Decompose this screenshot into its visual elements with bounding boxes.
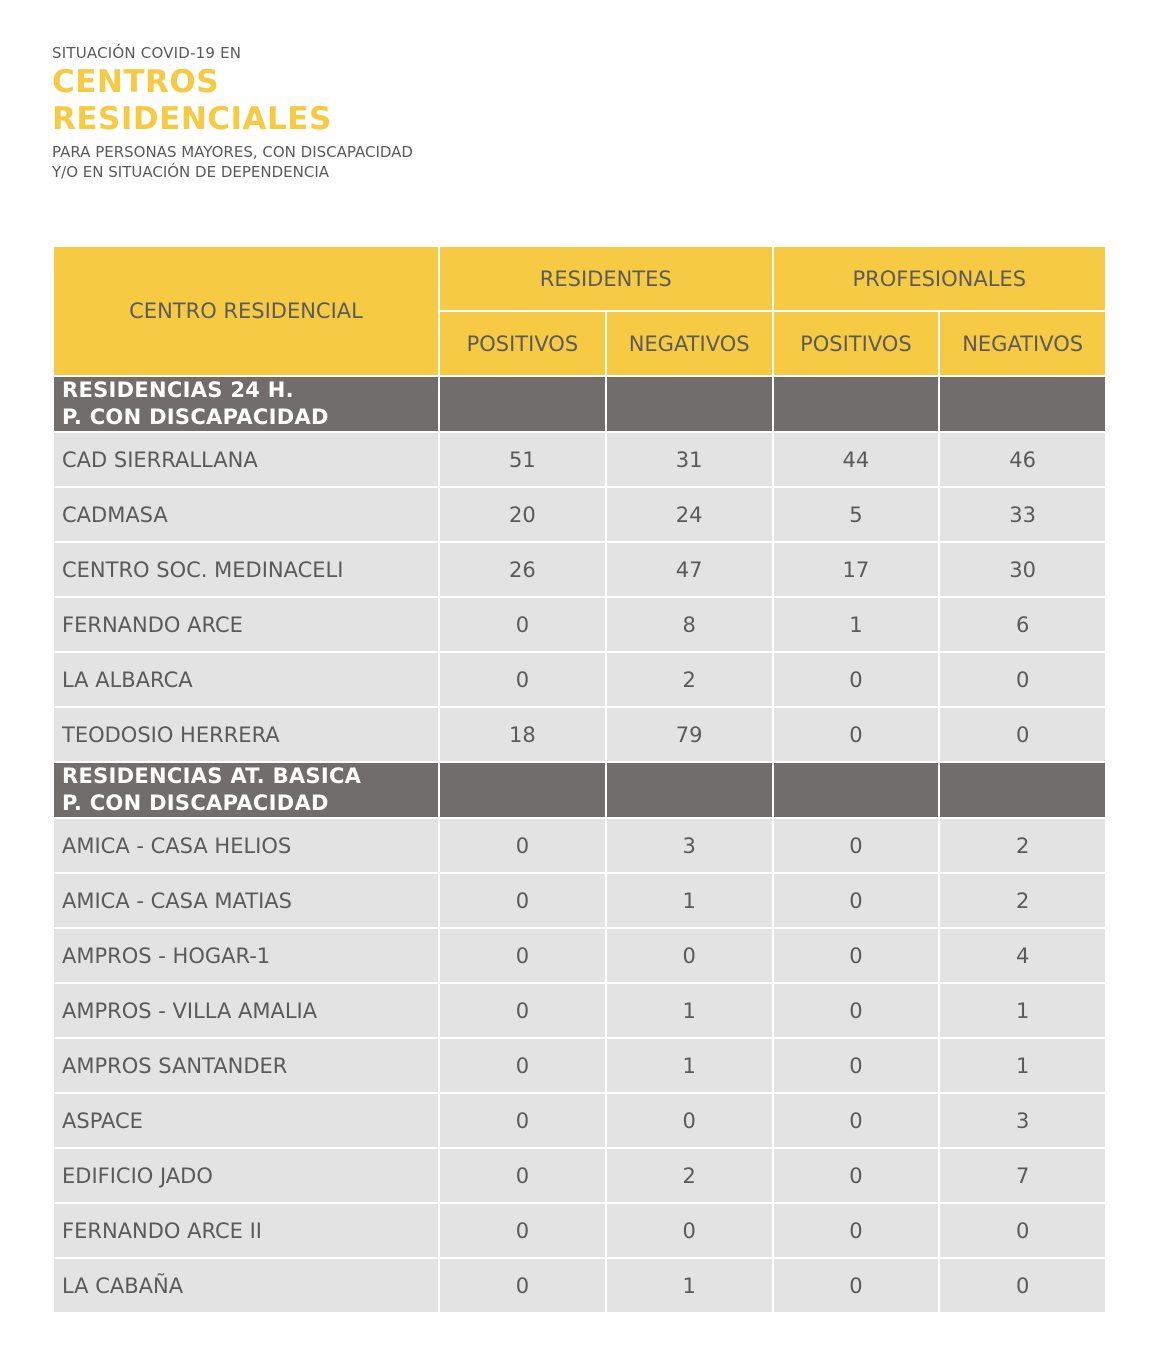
centro-name: ASPACE xyxy=(53,1093,439,1148)
table-row xyxy=(53,707,1106,762)
section-header xyxy=(53,762,1106,818)
centro-name: CADMASA xyxy=(53,487,439,542)
profesionales-negativos-value: 4 xyxy=(939,928,1106,983)
section-label xyxy=(53,376,439,432)
residentes-negativos-value: 2 xyxy=(606,1148,773,1203)
table-row xyxy=(53,652,1106,707)
profesionales-negativos-value: 30 xyxy=(939,542,1106,597)
residentes-negativos-value: 0 xyxy=(606,928,773,983)
profesionales-negativos-value: 46 xyxy=(939,432,1106,487)
residentes-positivos-value: 20 xyxy=(439,487,606,542)
table-row xyxy=(53,1148,1106,1203)
profesionales-negativos-value: 2 xyxy=(939,873,1106,928)
table-row xyxy=(53,928,1106,983)
profesionales-negativos-value: 33 xyxy=(939,487,1106,542)
table-row xyxy=(53,1203,1106,1258)
centro-name: TEODOSIO HERRERA xyxy=(53,707,439,762)
residentes-positivos-value: 0 xyxy=(439,1038,606,1093)
residentes-positivos-value: 0 xyxy=(439,983,606,1038)
residentes-positivos-value: 0 xyxy=(439,1203,606,1258)
residentes-negativos-value: 1 xyxy=(606,1258,773,1313)
residentes-positivos-value: 18 xyxy=(439,707,606,762)
centro-name: FERNANDO ARCE II xyxy=(53,1203,439,1258)
section-empty-cell xyxy=(939,376,1106,432)
header-residentes-positivos: POSITIVOS xyxy=(439,311,606,376)
profesionales-negativos-value: 7 xyxy=(939,1148,1106,1203)
title-line-1: CENTROS xyxy=(52,64,220,100)
centro-name: FERNANDO ARCE xyxy=(53,597,439,652)
residentes-negativos-value: 3 xyxy=(606,818,773,873)
residentes-negativos-value: 1 xyxy=(606,983,773,1038)
residentes-positivos-value: 0 xyxy=(439,818,606,873)
residentes-negativos-value: 31 xyxy=(606,432,773,487)
residentes-positivos-value: 0 xyxy=(439,652,606,707)
centro-name: EDIFICIO JADO xyxy=(53,1148,439,1203)
centro-name: LA CABAÑA xyxy=(53,1258,439,1313)
section-label-line1: RESIDENCIAS AT. BASICA xyxy=(62,764,362,788)
page-header xyxy=(52,44,413,182)
profesionales-positivos-value: 17 xyxy=(773,542,940,597)
residentes-negativos-value: 8 xyxy=(606,597,773,652)
table-row xyxy=(53,487,1106,542)
residentes-negativos-value: 0 xyxy=(606,1093,773,1148)
header-centro-residencial: CENTRO RESIDENCIAL xyxy=(53,246,439,376)
title-line-2: RESIDENCIALES xyxy=(52,101,332,137)
residentes-positivos-value: 0 xyxy=(439,597,606,652)
residentes-positivos-value: 0 xyxy=(439,873,606,928)
section-label-line1: RESIDENCIAS 24 H. xyxy=(62,378,294,402)
profesionales-positivos-value: 5 xyxy=(773,487,940,542)
page-title xyxy=(52,64,413,138)
table-row xyxy=(53,542,1106,597)
profesionales-positivos-value: 0 xyxy=(773,983,940,1038)
residentes-positivos-value: 0 xyxy=(439,1148,606,1203)
pretitle: SITUACIÓN COVID-19 EN xyxy=(52,44,242,62)
subtitle xyxy=(52,142,413,182)
covid-table xyxy=(52,245,1107,1314)
residentes-negativos-value: 1 xyxy=(606,1038,773,1093)
section-empty-cell xyxy=(439,762,606,818)
profesionales-negativos-value: 3 xyxy=(939,1093,1106,1148)
profesionales-positivos-value: 0 xyxy=(773,1203,940,1258)
section-empty-cell xyxy=(606,376,773,432)
section-label-line2: P. CON DISCAPACIDAD xyxy=(62,405,329,429)
section-header xyxy=(53,376,1106,432)
profesionales-positivos-value: 1 xyxy=(773,597,940,652)
centro-name: AMPROS - HOGAR-1 xyxy=(53,928,439,983)
residentes-negativos-value: 1 xyxy=(606,873,773,928)
header-residentes: RESIDENTES xyxy=(439,246,773,311)
header-residentes-negativos: NEGATIVOS xyxy=(606,311,773,376)
profesionales-negativos-value: 6 xyxy=(939,597,1106,652)
profesionales-positivos-value: 44 xyxy=(773,432,940,487)
profesionales-positivos-value: 0 xyxy=(773,707,940,762)
residentes-positivos-value: 0 xyxy=(439,1093,606,1148)
profesionales-positivos-value: 0 xyxy=(773,818,940,873)
profesionales-positivos-value: 0 xyxy=(773,873,940,928)
profesionales-negativos-value: 0 xyxy=(939,652,1106,707)
subtitle-line-2: Y/O EN SITUACIÓN DE DEPENDENCIA xyxy=(52,163,330,181)
section-empty-cell xyxy=(939,762,1106,818)
table-row xyxy=(53,983,1106,1038)
section-empty-cell xyxy=(773,376,940,432)
residentes-negativos-value: 79 xyxy=(606,707,773,762)
profesionales-negativos-value: 2 xyxy=(939,818,1106,873)
table-body xyxy=(53,376,1106,1313)
centro-name: AMPROS SANTANDER xyxy=(53,1038,439,1093)
residentes-negativos-value: 47 xyxy=(606,542,773,597)
centro-name: CAD SIERRALLANA xyxy=(53,432,439,487)
residentes-positivos-value: 0 xyxy=(439,1258,606,1313)
table-row xyxy=(53,597,1106,652)
section-empty-cell xyxy=(606,762,773,818)
table-row xyxy=(53,1258,1106,1313)
section-label-line2: P. CON DISCAPACIDAD xyxy=(62,791,329,815)
table-row xyxy=(53,873,1106,928)
profesionales-negativos-value: 1 xyxy=(939,983,1106,1038)
residentes-negativos-value: 24 xyxy=(606,487,773,542)
table-row xyxy=(53,432,1106,487)
profesionales-positivos-value: 0 xyxy=(773,652,940,707)
centro-name: CENTRO SOC. MEDINACELI xyxy=(53,542,439,597)
profesionales-positivos-value: 0 xyxy=(773,1093,940,1148)
residentes-positivos-value: 0 xyxy=(439,928,606,983)
profesionales-negativos-value: 1 xyxy=(939,1038,1106,1093)
section-empty-cell xyxy=(439,376,606,432)
section-label xyxy=(53,762,439,818)
centro-name: LA ALBARCA xyxy=(53,652,439,707)
residentes-positivos-value: 51 xyxy=(439,432,606,487)
centro-name: AMICA - CASA HELIOS xyxy=(53,818,439,873)
profesionales-negativos-value: 0 xyxy=(939,707,1106,762)
header-profesionales: PROFESIONALES xyxy=(773,246,1107,311)
profesionales-negativos-value: 0 xyxy=(939,1203,1106,1258)
centro-name: AMPROS - VILLA AMALIA xyxy=(53,983,439,1038)
subtitle-line-1: PARA PERSONAS MAYORES, CON DISCAPACIDAD xyxy=(52,143,413,161)
profesionales-positivos-value: 0 xyxy=(773,928,940,983)
header-profesionales-positivos: POSITIVOS xyxy=(773,311,940,376)
residentes-negativos-value: 2 xyxy=(606,652,773,707)
header-profesionales-negativos: NEGATIVOS xyxy=(939,311,1106,376)
centro-name: AMICA - CASA MATIAS xyxy=(53,873,439,928)
table-row xyxy=(53,818,1106,873)
table-row xyxy=(53,1038,1106,1093)
profesionales-positivos-value: 0 xyxy=(773,1258,940,1313)
residentes-negativos-value: 0 xyxy=(606,1203,773,1258)
residentes-positivos-value: 26 xyxy=(439,542,606,597)
profesionales-negativos-value: 0 xyxy=(939,1258,1106,1313)
table-row xyxy=(53,1093,1106,1148)
profesionales-positivos-value: 0 xyxy=(773,1148,940,1203)
profesionales-positivos-value: 0 xyxy=(773,1038,940,1093)
section-empty-cell xyxy=(773,762,940,818)
